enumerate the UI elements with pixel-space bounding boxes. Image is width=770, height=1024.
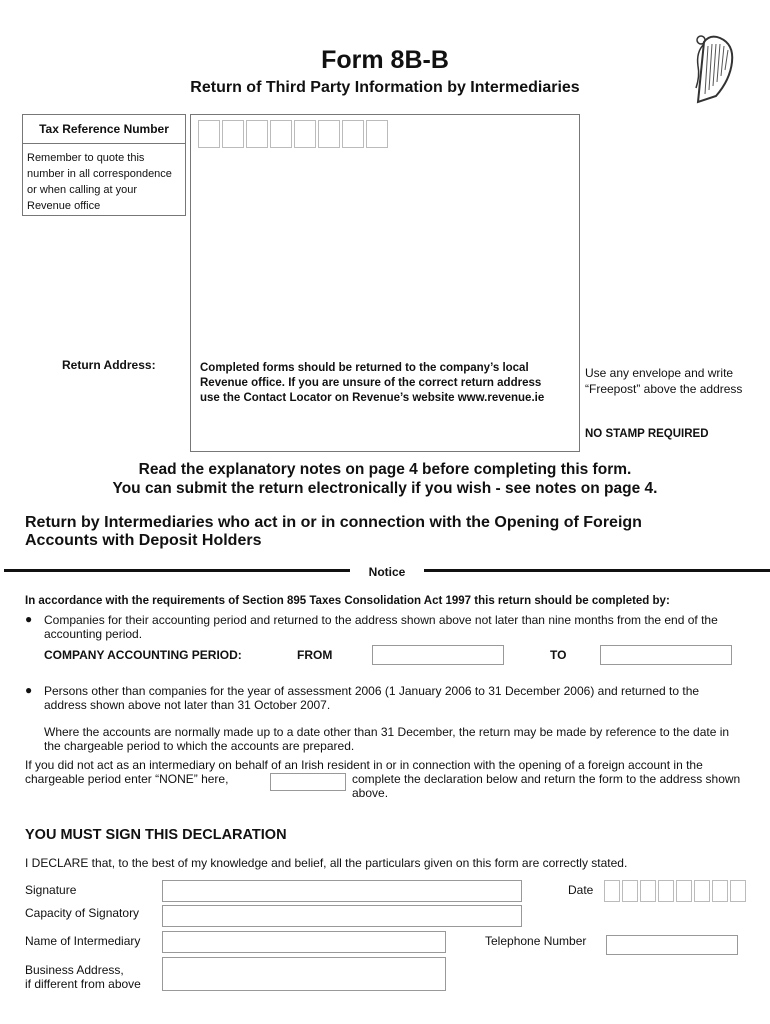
tax-ref-cell[interactable] [198, 120, 220, 148]
date-cell[interactable] [730, 880, 746, 902]
date-cell[interactable] [622, 880, 638, 902]
section-heading: Return by Intermediaries who act in or in connection with the Opening of Foreign Accounts with Deposit Holders [25, 514, 642, 549]
tax-ref-cell[interactable] [294, 120, 316, 148]
accordance-text: In accordance with the requirements of Section 895 Taxes Consolidation Act 1997 this return should be completed by: [25, 595, 670, 607]
instruction-line-2: You can submit the return electronically if you wish - see notes on page 4. [112, 480, 658, 497]
capacity-field[interactable] [162, 905, 522, 927]
period-to-field[interactable] [600, 645, 732, 665]
bullet-persons-text: Persons other than companies for the year of assessment 2006 (1 January 2006 to 31 December 2006) and returned to the address shown above not later than 31 October 2007. [44, 684, 700, 712]
notice-divider-left [4, 569, 350, 572]
business-address-label-2: if different from above [25, 977, 141, 991]
return-address-text: Completed forms should be returned to the company’s local Revenue office. If you are unsure of the correct return address use the Contact Locator on Revenue’s website www.revenue.ie [200, 362, 545, 404]
none-instruction-text-continued: complete the declaration below and return the form to the address shown above. [352, 772, 741, 800]
accounts-date-text: Where the accounts are normally made up to a date other than 31 December, the return may be made by reference to the date in the chargeable period to which the accounts are prepared. [44, 725, 730, 753]
return-address-label: Return Address: [62, 358, 156, 372]
date-cell[interactable] [640, 880, 656, 902]
signature-field[interactable] [162, 880, 522, 902]
capacity-label: Capacity of Signatory [25, 906, 140, 920]
date-label: Date [568, 883, 594, 897]
business-address-label: Business Address, [25, 963, 124, 977]
tax-ref-cell[interactable] [342, 120, 364, 148]
date-cell[interactable] [712, 880, 728, 902]
declaration-heading: YOU MUST SIGN THIS DECLARATION [25, 827, 287, 843]
telephone-field[interactable] [606, 935, 738, 955]
bullet-icon: ● [25, 683, 33, 697]
notice-label: Notice [368, 565, 406, 579]
none-instruction-text: If you did not act as an intermediary on behalf of an Irish resident in or in connection with the opening of a foreign account in the chargeable period enter “NONE” here, [25, 758, 703, 786]
form-title: Form 8B-B [321, 46, 449, 74]
instruction-line-1: Read the explanatory notes on page 4 before completing this form. [138, 461, 632, 478]
date-cell[interactable] [658, 880, 674, 902]
tax-ref-cell[interactable] [318, 120, 340, 148]
from-label: FROM [297, 648, 333, 662]
date-cells[interactable] [604, 880, 746, 902]
tax-ref-cell[interactable] [270, 120, 292, 148]
tax-reference-cells[interactable] [198, 120, 388, 148]
period-from-field[interactable] [372, 645, 504, 665]
intermediary-name-field[interactable] [162, 931, 446, 953]
tax-ref-cell[interactable] [222, 120, 244, 148]
tax-reference-note: Remember to quote this number in all correspondence or when calling at your Revenue office [27, 152, 172, 212]
date-cell[interactable] [676, 880, 692, 902]
tax-ref-cell[interactable] [366, 120, 388, 148]
tax-reference-box [22, 114, 186, 216]
tax-reference-label: Tax Reference Number [23, 115, 185, 144]
date-cell[interactable] [604, 880, 620, 902]
envelope-note: Use any envelope and write “Freepost” above the address [585, 366, 743, 396]
form-subtitle: Return of Third Party Information by Intermediaries [190, 79, 580, 96]
date-cell[interactable] [694, 880, 710, 902]
business-address-field[interactable] [162, 957, 446, 991]
harp-emblem-icon [690, 32, 738, 108]
declaration-text: I DECLARE that, to the best of my knowledge and belief, all the particulars given on this form are correctly stated. [25, 856, 628, 870]
signature-label: Signature [25, 883, 77, 897]
tax-ref-cell[interactable] [246, 120, 268, 148]
intermediary-name-label: Name of Intermediary [25, 934, 141, 948]
bullet-icon: ● [25, 612, 33, 626]
accounting-period-label: COMPANY ACCOUNTING PERIOD: [44, 648, 242, 662]
to-label: TO [550, 648, 567, 662]
telephone-label: Telephone Number [485, 934, 587, 948]
notice-divider-right [424, 569, 770, 572]
no-stamp-note: NO STAMP REQUIRED [585, 428, 709, 440]
bullet-companies-text: Companies for their accounting period and returned to the address shown above not later than nine months from the end of the accounting period. [44, 613, 718, 641]
none-entry-field[interactable] [270, 773, 346, 791]
